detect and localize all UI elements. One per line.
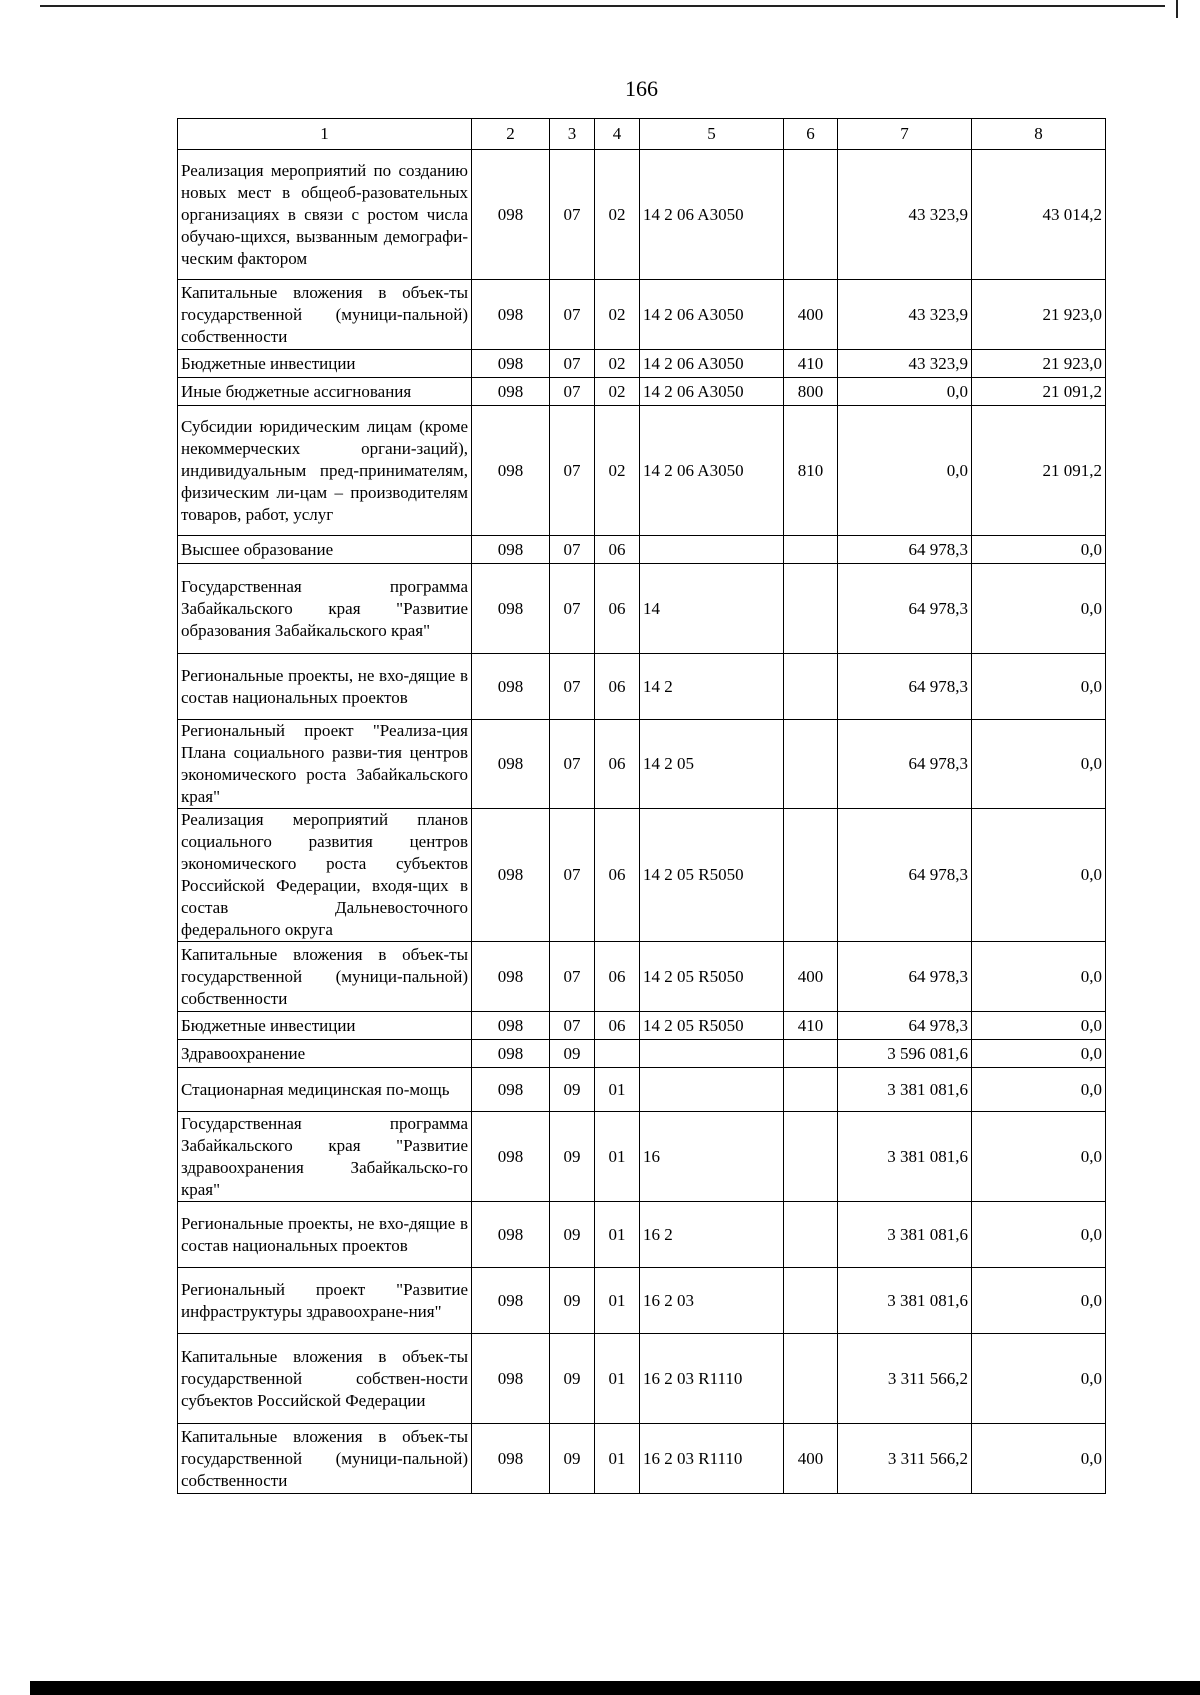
col3-cell: 07 xyxy=(550,536,595,564)
table-header xyxy=(178,119,1106,150)
col2-cell: 098 xyxy=(472,406,550,536)
col6-cell: 400 xyxy=(784,280,838,350)
col8-cell: 21 091,2 xyxy=(972,406,1106,536)
col4-cell: 06 xyxy=(595,536,640,564)
col7-cell: 64 978,3 xyxy=(838,536,972,564)
col4-cell: 01 xyxy=(595,1068,640,1112)
budget-table xyxy=(177,118,1106,1494)
col6-cell: 400 xyxy=(784,942,838,1012)
col6-cell xyxy=(784,1202,838,1268)
row-name-cell: Высшее образование xyxy=(178,536,472,564)
col2-cell: 098 xyxy=(472,1112,550,1202)
col-header-1: 1 xyxy=(178,119,472,150)
scan-border-top xyxy=(40,5,1165,7)
col2-cell: 098 xyxy=(472,1012,550,1040)
col2-cell: 098 xyxy=(472,1068,550,1112)
table-row xyxy=(178,1112,1106,1202)
table-row xyxy=(178,1040,1106,1068)
col5-cell: 16 2 xyxy=(640,1202,784,1268)
col6-cell: 400 xyxy=(784,1424,838,1494)
table-row xyxy=(178,536,1106,564)
col8-cell: 21 091,2 xyxy=(972,378,1106,406)
table-row xyxy=(178,406,1106,536)
col5-cell: 16 2 03 R1110 xyxy=(640,1424,784,1494)
col7-cell: 3 596 081,6 xyxy=(838,1040,972,1068)
col6-cell xyxy=(784,1112,838,1202)
table-row xyxy=(178,942,1106,1012)
col4-cell: 01 xyxy=(595,1202,640,1268)
col6-cell xyxy=(784,150,838,280)
table-row xyxy=(178,1012,1106,1040)
col3-cell: 07 xyxy=(550,564,595,654)
col5-cell xyxy=(640,536,784,564)
col4-cell: 02 xyxy=(595,280,640,350)
col5-cell: 14 2 05 R5050 xyxy=(640,1012,784,1040)
col7-cell: 3 311 566,2 xyxy=(838,1424,972,1494)
col4-cell: 02 xyxy=(595,150,640,280)
col2-cell: 098 xyxy=(472,942,550,1012)
col2-cell: 098 xyxy=(472,720,550,809)
col8-cell: 0,0 xyxy=(972,1268,1106,1334)
table-row xyxy=(178,280,1106,350)
col5-cell: 14 2 06 A3050 xyxy=(640,280,784,350)
header-row xyxy=(178,119,1106,150)
col2-cell: 098 xyxy=(472,654,550,720)
table-row xyxy=(178,1268,1106,1334)
col7-cell: 64 978,3 xyxy=(838,654,972,720)
col8-cell: 21 923,0 xyxy=(972,350,1106,378)
col6-cell: 810 xyxy=(784,406,838,536)
col5-cell: 14 2 06 A3050 xyxy=(640,406,784,536)
col7-cell: 43 323,9 xyxy=(838,280,972,350)
col8-cell: 0,0 xyxy=(972,1112,1106,1202)
col3-cell: 09 xyxy=(550,1424,595,1494)
col8-cell: 0,0 xyxy=(972,1040,1106,1068)
scan-mark-right xyxy=(1176,0,1178,18)
col5-cell: 14 2 05 R5050 xyxy=(640,809,784,942)
col7-cell: 64 978,3 xyxy=(838,942,972,1012)
col4-cell: 01 xyxy=(595,1334,640,1424)
col7-cell: 64 978,3 xyxy=(838,809,972,942)
col3-cell: 07 xyxy=(550,378,595,406)
col2-cell: 098 xyxy=(472,1202,550,1268)
row-name-cell: Стационарная медицинская по-мощь xyxy=(178,1068,472,1112)
col5-cell: 14 2 05 R5050 xyxy=(640,942,784,1012)
scan-border-bottom xyxy=(30,1681,1200,1695)
row-name-cell: Региональный проект "Реализа-ция Плана социального разви-тия центров экономического роста Забайкальского края" xyxy=(178,720,472,809)
col4-cell: 01 xyxy=(595,1424,640,1494)
col8-cell: 43 014,2 xyxy=(972,150,1106,280)
col8-cell: 21 923,0 xyxy=(972,280,1106,350)
col3-cell: 09 xyxy=(550,1268,595,1334)
row-name-cell: Государственная программа Забайкальского края "Развитие образования Забайкальского края" xyxy=(178,564,472,654)
col7-cell: 0,0 xyxy=(838,406,972,536)
col2-cell: 098 xyxy=(472,1424,550,1494)
row-name-cell: Здравоохранение xyxy=(178,1040,472,1068)
table-row xyxy=(178,150,1106,280)
col6-cell xyxy=(784,1068,838,1112)
col5-cell: 14 2 xyxy=(640,654,784,720)
col3-cell: 07 xyxy=(550,942,595,1012)
col4-cell: 02 xyxy=(595,378,640,406)
row-name-cell: Региональные проекты, не вхо-дящие в состав национальных проектов xyxy=(178,654,472,720)
col7-cell: 43 323,9 xyxy=(838,150,972,280)
col6-cell xyxy=(784,654,838,720)
col8-cell: 0,0 xyxy=(972,564,1106,654)
col4-cell: 02 xyxy=(595,350,640,378)
col8-cell: 0,0 xyxy=(972,1424,1106,1494)
col8-cell: 0,0 xyxy=(972,942,1106,1012)
row-name-cell: Капитальные вложения в объек-ты государственной собствен-ности субъектов Российской Федерации xyxy=(178,1334,472,1424)
col4-cell: 01 xyxy=(595,1268,640,1334)
table-body xyxy=(178,150,1106,1494)
col5-cell: 16 2 03 R1110 xyxy=(640,1334,784,1424)
col2-cell: 098 xyxy=(472,536,550,564)
col3-cell: 07 xyxy=(550,1012,595,1040)
col8-cell: 0,0 xyxy=(972,720,1106,809)
row-name-cell: Государственная программа Забайкальского края "Развитие здравоохранения Забайкальско-го края" xyxy=(178,1112,472,1202)
col-header-3: 3 xyxy=(550,119,595,150)
col6-cell xyxy=(784,1040,838,1068)
row-name-cell: Реализация мероприятий по созданию новых мест в общеоб-разовательных организациях в связи с ростом числа обучаю-щихся, вызванным демографи-ческим фактором xyxy=(178,150,472,280)
row-name-cell: Капитальные вложения в объек-ты государственной (муници-пальной) собственности xyxy=(178,280,472,350)
table-row xyxy=(178,1202,1106,1268)
row-name-cell: Капитальные вложения в объек-ты государственной (муници-пальной) собственности xyxy=(178,1424,472,1494)
col6-cell xyxy=(784,720,838,809)
col4-cell: 06 xyxy=(595,1012,640,1040)
col3-cell: 07 xyxy=(550,406,595,536)
col7-cell: 64 978,3 xyxy=(838,1012,972,1040)
table-row xyxy=(178,654,1106,720)
col7-cell: 3 381 081,6 xyxy=(838,1202,972,1268)
col4-cell: 06 xyxy=(595,654,640,720)
col2-cell: 098 xyxy=(472,809,550,942)
col6-cell xyxy=(784,536,838,564)
col7-cell: 0,0 xyxy=(838,378,972,406)
col4-cell: 06 xyxy=(595,942,640,1012)
col2-cell: 098 xyxy=(472,280,550,350)
col5-cell: 14 xyxy=(640,564,784,654)
table-row xyxy=(178,1334,1106,1424)
col3-cell: 09 xyxy=(550,1334,595,1424)
col3-cell: 09 xyxy=(550,1112,595,1202)
col7-cell: 43 323,9 xyxy=(838,350,972,378)
col5-cell xyxy=(640,1068,784,1112)
col-header-8: 8 xyxy=(972,119,1106,150)
col5-cell: 14 2 06 A3050 xyxy=(640,150,784,280)
col4-cell: 06 xyxy=(595,809,640,942)
col7-cell: 64 978,3 xyxy=(838,720,972,809)
row-name-cell: Бюджетные инвестиции xyxy=(178,350,472,378)
col2-cell: 098 xyxy=(472,1268,550,1334)
row-name-cell: Субсидии юридическим лицам (кроме некоммерческих органи-заций), индивидуальным пред-принимателям, физическим ли-цам – производителям товаров, работ, услуг xyxy=(178,406,472,536)
col3-cell: 09 xyxy=(550,1068,595,1112)
col3-cell: 07 xyxy=(550,809,595,942)
row-name-cell: Региональный проект "Развитие инфраструктуры здравоохране-ния" xyxy=(178,1268,472,1334)
col3-cell: 09 xyxy=(550,1040,595,1068)
col6-cell xyxy=(784,809,838,942)
col4-cell: 02 xyxy=(595,406,640,536)
col-header-7: 7 xyxy=(838,119,972,150)
col4-cell: 06 xyxy=(595,720,640,809)
col5-cell: 14 2 06 A3050 xyxy=(640,350,784,378)
col7-cell: 3 381 081,6 xyxy=(838,1268,972,1334)
col8-cell: 0,0 xyxy=(972,654,1106,720)
col-header-5: 5 xyxy=(640,119,784,150)
col7-cell: 3 381 081,6 xyxy=(838,1068,972,1112)
col8-cell: 0,0 xyxy=(972,809,1106,942)
col-header-6: 6 xyxy=(784,119,838,150)
col5-cell: 14 2 06 A3050 xyxy=(640,378,784,406)
col7-cell: 3 381 081,6 xyxy=(838,1112,972,1202)
table-row xyxy=(178,809,1106,942)
row-name-cell: Капитальные вложения в объек-ты государственной (муници-пальной) собственности xyxy=(178,942,472,1012)
col3-cell: 07 xyxy=(550,350,595,378)
row-name-cell: Иные бюджетные ассигнования xyxy=(178,378,472,406)
col2-cell: 098 xyxy=(472,1040,550,1068)
col5-cell: 16 xyxy=(640,1112,784,1202)
col8-cell: 0,0 xyxy=(972,1202,1106,1268)
col5-cell xyxy=(640,1040,784,1068)
col6-cell: 410 xyxy=(784,1012,838,1040)
col2-cell: 098 xyxy=(472,350,550,378)
table-row xyxy=(178,564,1106,654)
col6-cell: 800 xyxy=(784,378,838,406)
table-row xyxy=(178,378,1106,406)
col4-cell: 06 xyxy=(595,564,640,654)
col3-cell: 07 xyxy=(550,280,595,350)
col6-cell: 410 xyxy=(784,350,838,378)
row-name-cell: Региональные проекты, не вхо-дящие в состав национальных проектов xyxy=(178,1202,472,1268)
col2-cell: 098 xyxy=(472,564,550,654)
col2-cell: 098 xyxy=(472,378,550,406)
table-row xyxy=(178,1424,1106,1494)
col4-cell: 01 xyxy=(595,1112,640,1202)
row-name-cell: Реализация мероприятий планов социального развития центров экономического роста субъектов Российской Федерации, входя-щих в состав Дальневосточного федерального округа xyxy=(178,809,472,942)
col6-cell xyxy=(784,564,838,654)
col-header-2: 2 xyxy=(472,119,550,150)
col5-cell: 14 2 05 xyxy=(640,720,784,809)
page-number: 166 xyxy=(625,76,658,101)
row-name-cell: Бюджетные инвестиции xyxy=(178,1012,472,1040)
col6-cell xyxy=(784,1334,838,1424)
col8-cell: 0,0 xyxy=(972,1334,1106,1424)
col7-cell: 3 311 566,2 xyxy=(838,1334,972,1424)
col4-cell xyxy=(595,1040,640,1068)
table-row xyxy=(178,1068,1106,1112)
col8-cell: 0,0 xyxy=(972,1068,1106,1112)
col6-cell xyxy=(784,1268,838,1334)
table-row xyxy=(178,720,1106,809)
col3-cell: 07 xyxy=(550,150,595,280)
col3-cell: 07 xyxy=(550,654,595,720)
col7-cell: 64 978,3 xyxy=(838,564,972,654)
col3-cell: 07 xyxy=(550,720,595,809)
col8-cell: 0,0 xyxy=(972,536,1106,564)
col2-cell: 098 xyxy=(472,150,550,280)
col5-cell: 16 2 03 xyxy=(640,1268,784,1334)
col2-cell: 098 xyxy=(472,1334,550,1424)
col-header-4: 4 xyxy=(595,119,640,150)
col8-cell: 0,0 xyxy=(972,1012,1106,1040)
table-row xyxy=(178,350,1106,378)
col3-cell: 09 xyxy=(550,1202,595,1268)
